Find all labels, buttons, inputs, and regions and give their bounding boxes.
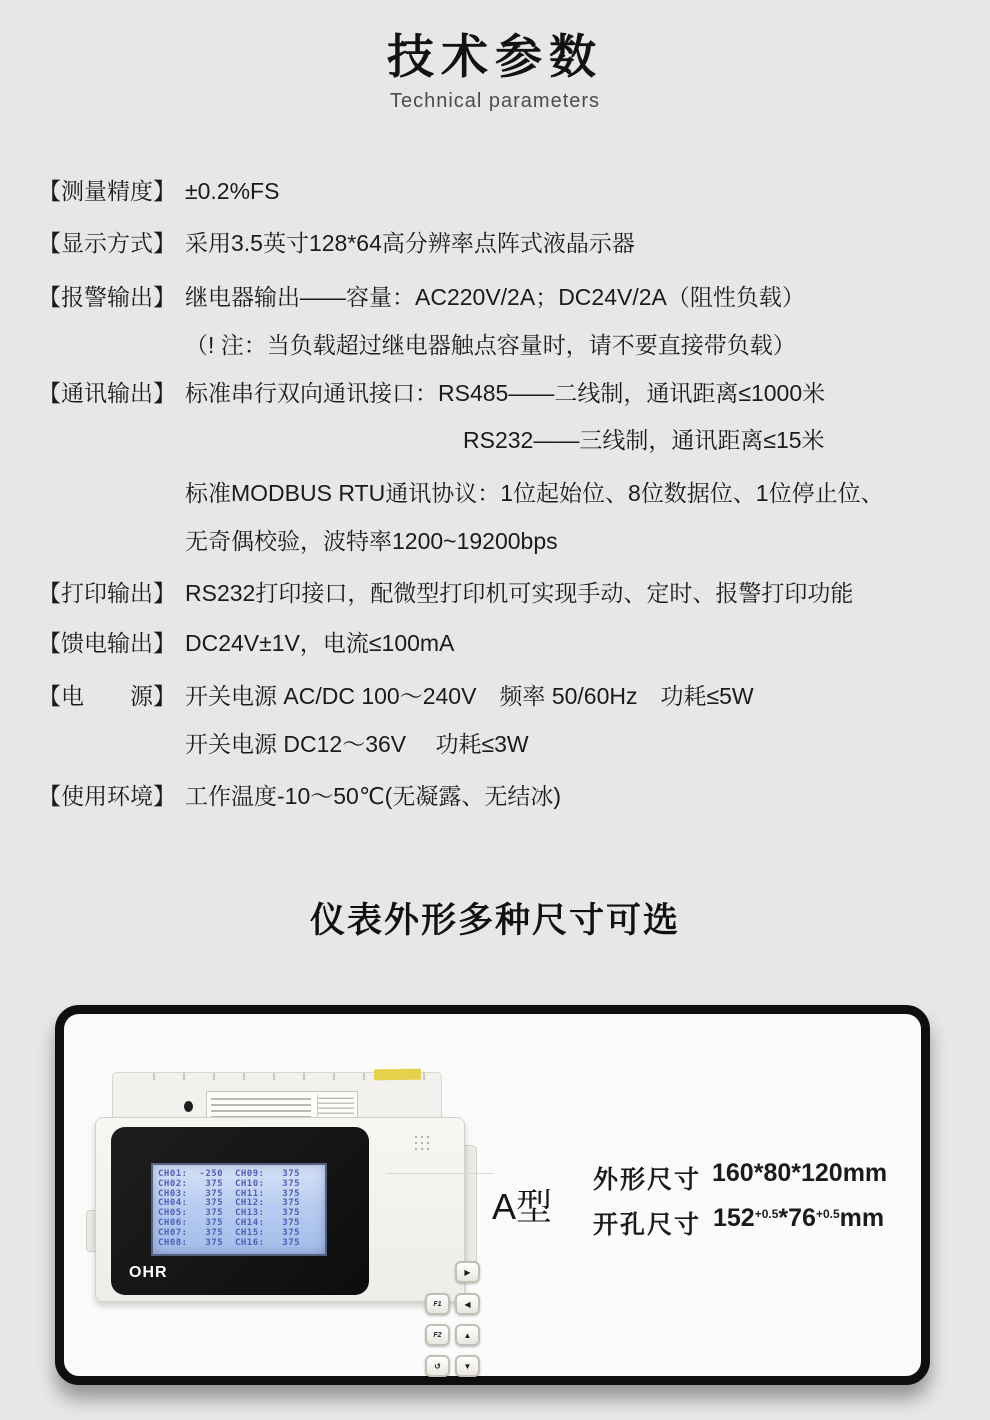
spec-label: 【测量精度】: [38, 178, 176, 204]
lcd-line: CH03: 375 CH11: 375: [158, 1188, 301, 1199]
spec-label: 【打印输出】: [38, 580, 176, 606]
wiring-symbols: [317, 1094, 354, 1119]
spec-text: 开关电源 AC/DC 100～240V 频率 50/60Hz 功耗≤5W: [185, 683, 754, 709]
cutout-base-1: 152: [713, 1204, 755, 1232]
terminal-diagram: [211, 1095, 311, 1118]
ohr-logo: OHR: [129, 1264, 168, 1281]
left-arrow-key: ◀: [455, 1293, 480, 1315]
page-subtitle: Technical parameters: [389, 90, 601, 112]
spec-label: 【馈电输出】: [38, 630, 176, 656]
f2-key: F2: [425, 1324, 450, 1346]
lcd-line: CH01: -250 CH09: 375: [158, 1169, 301, 1179]
spec-text: 采用3.5英寸128*64高分辨率点阵式液晶示器: [185, 230, 635, 256]
product-panel: [55, 1005, 930, 1385]
lcd-line: CH05: 375 CH13: 375: [158, 1208, 301, 1219]
cutout-size-value: [713, 1204, 884, 1233]
mounting-hole: [184, 1101, 193, 1112]
yellow-seal-sticker: [374, 1069, 421, 1081]
outer-size-label: 外形尺寸: [593, 1166, 702, 1194]
enter-key: ↺: [425, 1355, 450, 1377]
lcd-screen: [151, 1163, 327, 1256]
section-title-sizes: 仪表外形多种尺寸可选: [309, 901, 680, 940]
lcd-line: CH04: 375 CH12: 375: [158, 1198, 301, 1209]
cutout-size-label: 开孔尺寸: [593, 1211, 702, 1239]
spec-row-continuation: [463, 425, 825, 455]
spec-row: [38, 681, 754, 711]
spec-label: 【显示方式】: [38, 230, 176, 256]
spec-row: [38, 176, 279, 206]
spec-row: [38, 628, 454, 658]
spec-text: 标准串行双向通讯接口：RS485——二线制，通讯距离≤1000米: [185, 380, 826, 406]
buzzer-grille: [413, 1134, 433, 1154]
spec-row-note: [185, 330, 796, 360]
lcd-line: CH08: 375 CH16: 375: [158, 1237, 301, 1248]
spec-text: 继电器输出——容量：AC220V/2A；DC24V/2A（阻性负载）: [185, 284, 805, 310]
lcd-line: CH06: 375 CH14: 375: [158, 1217, 301, 1228]
lcd-readout: [158, 1170, 300, 1248]
spec-text: ±0.2%FS: [185, 178, 280, 204]
down-arrow-key: ▼: [455, 1355, 480, 1377]
spec-row: [38, 378, 825, 408]
spec-row: [38, 578, 853, 608]
spec-text: RS232——三线制，通讯距离≤15米: [463, 427, 825, 453]
front-bezel: [111, 1127, 369, 1295]
spec-text: 无奇偶校验，波特率1200~19200bps: [185, 528, 558, 554]
right-arrow-key: ▶: [455, 1261, 480, 1283]
spec-row-continuation: [185, 729, 529, 759]
model-name: A型: [492, 1186, 553, 1227]
lcd-line: CH07: 375 CH15: 375: [158, 1227, 301, 1238]
spec-row: [38, 282, 805, 312]
spec-text: 工作温度-10～50℃(无凝露、无结冰): [185, 783, 561, 809]
cutout-base-2: *76: [778, 1204, 816, 1232]
outer-size-value: 160*80*120mm: [712, 1159, 888, 1187]
spec-row: [38, 781, 561, 811]
header: [0, 20, 990, 113]
spec-text: （! 注：当负载超过继电器触点容量时，请不要直接带负载）: [185, 332, 796, 358]
page-title: 技术参数: [387, 30, 603, 83]
spec-label: 【电 源】: [38, 683, 176, 709]
f1-key: F1: [425, 1293, 450, 1315]
cutout-unit: mm: [839, 1204, 885, 1232]
lcd-line: CH02: 375 CH10: 375: [158, 1178, 301, 1189]
panel-seam: [386, 1173, 494, 1174]
spec-text: 开关电源 DC12～36V 功耗≤3W: [185, 731, 529, 757]
spec-label: 【使用环境】: [38, 783, 176, 809]
cutout-tolerance-2: +0.5: [815, 1207, 840, 1221]
spec-label: 【通讯输出】: [38, 380, 176, 406]
device-body: [95, 1117, 472, 1371]
cutout-tolerance-1: +0.5: [754, 1207, 779, 1221]
spec-row-continuation: [185, 526, 558, 556]
spec-text: DC24V±1V，电流≤100mA: [185, 630, 455, 656]
spec-row-continuation: [185, 478, 884, 508]
up-arrow-key: ▲: [455, 1324, 480, 1346]
spec-text: RS232打印接口，配微型打印机可实现手动、定时、报警打印功能: [185, 580, 854, 606]
spec-label: 【报警输出】: [38, 284, 176, 310]
spec-text: 标准MODBUS RTU通讯协议：1位起始位、8位数据位、1位停止位、: [185, 480, 884, 506]
spec-row: [38, 228, 635, 258]
